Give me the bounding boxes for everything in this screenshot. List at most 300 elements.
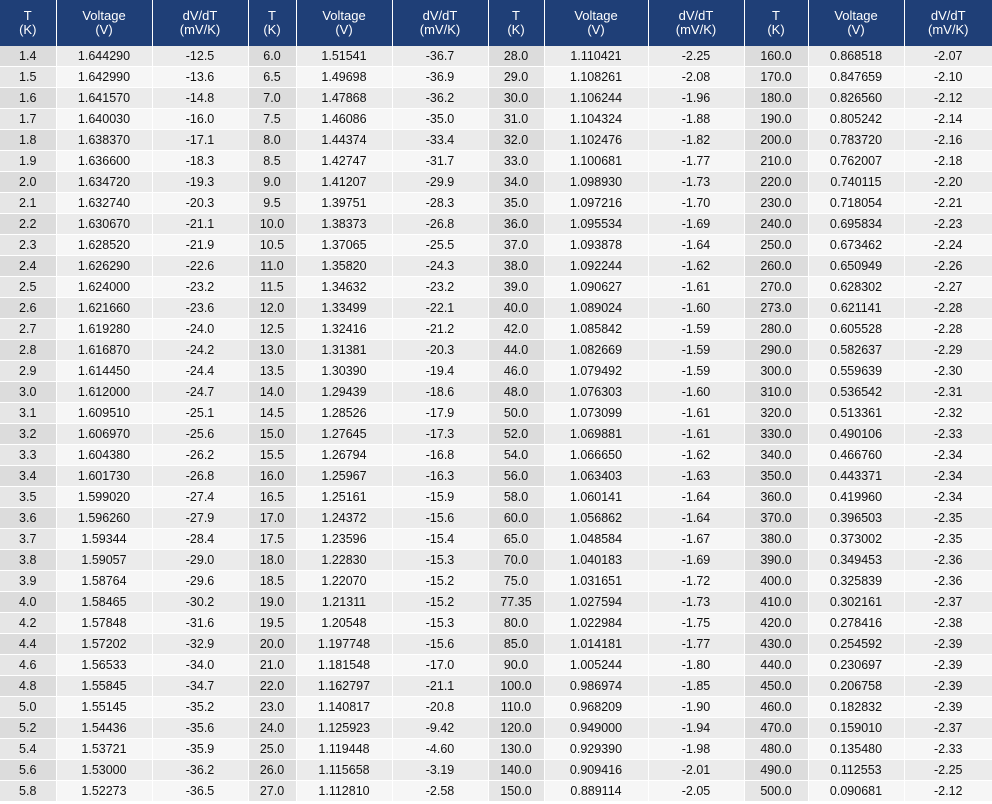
- t-cell: 5.4: [0, 739, 56, 760]
- voltage-cell: 1.095534: [544, 214, 648, 235]
- voltage-cell: 1.616870: [56, 340, 152, 361]
- table-row: [0, 739, 992, 760]
- header-unit: (V): [587, 22, 605, 37]
- table-row: [0, 760, 992, 781]
- t-cell: 340.0: [744, 445, 808, 466]
- dvdt-cell: -2.20: [904, 172, 992, 193]
- t-cell: 30.0: [488, 88, 544, 109]
- voltage-cell: 1.063403: [544, 466, 648, 487]
- dvdt-cell: -1.80: [648, 655, 744, 676]
- dvdt-cell: -27.4: [152, 487, 248, 508]
- dvdt-cell: -2.05: [648, 781, 744, 802]
- dvdt-cell: -31.6: [152, 613, 248, 634]
- dvdt-cell: -1.73: [648, 592, 744, 613]
- table-row: [0, 109, 992, 130]
- dvdt-cell: -2.12: [904, 88, 992, 109]
- table-row: [0, 592, 992, 613]
- t-cell: 12.0: [248, 298, 296, 319]
- header-label: T: [23, 8, 32, 23]
- voltage-cell: 0.718054: [808, 193, 904, 214]
- t-cell: 56.0: [488, 466, 544, 487]
- dvdt-cell: -2.30: [904, 361, 992, 382]
- t-cell: 2.7: [0, 319, 56, 340]
- dvdt-cell: -2.39: [904, 697, 992, 718]
- dvdt-cell: -35.9: [152, 739, 248, 760]
- t-cell: 75.0: [488, 571, 544, 592]
- table-row: [0, 298, 992, 319]
- dvdt-cell: -1.64: [648, 487, 744, 508]
- table-row: [0, 655, 992, 676]
- t-cell: 1.6: [0, 88, 56, 109]
- dvdt-cell: -34.7: [152, 676, 248, 697]
- voltage-cell: 0.159010: [808, 718, 904, 739]
- voltage-cell: 0.559639: [808, 361, 904, 382]
- t-cell: 18.0: [248, 550, 296, 571]
- voltage-cell: 1.624000: [56, 277, 152, 298]
- dvdt-cell: -2.37: [904, 592, 992, 613]
- dvdt-cell: -17.9: [392, 403, 488, 424]
- t-cell: 500.0: [744, 781, 808, 802]
- t-cell: 330.0: [744, 424, 808, 445]
- dvdt-cell: -23.2: [152, 277, 248, 298]
- table-row: [0, 67, 992, 88]
- dvdt-cell: -20.8: [392, 697, 488, 718]
- voltage-cell: 0.986974: [544, 676, 648, 697]
- t-cell: 3.7: [0, 529, 56, 550]
- t-cell: 70.0: [488, 550, 544, 571]
- t-cell: 6.5: [248, 67, 296, 88]
- table-row: [0, 466, 992, 487]
- t-cell: 250.0: [744, 235, 808, 256]
- header-label: dV/dT: [678, 8, 714, 23]
- dvdt-cell: -1.64: [648, 235, 744, 256]
- dvdt-cell: -1.70: [648, 193, 744, 214]
- voltage-cell: 1.614450: [56, 361, 152, 382]
- dvdt-cell: -21.1: [392, 676, 488, 697]
- voltage-cell: 1.056862: [544, 508, 648, 529]
- voltage-cell: 0.419960: [808, 487, 904, 508]
- dvdt-cell: -32.9: [152, 634, 248, 655]
- dvdt-cell: -24.7: [152, 382, 248, 403]
- dvdt-cell: -1.59: [648, 361, 744, 382]
- dvdt-cell: -17.1: [152, 130, 248, 151]
- voltage-cell: 1.014181: [544, 634, 648, 655]
- t-cell: 17.5: [248, 529, 296, 550]
- voltage-cell: 1.54436: [56, 718, 152, 739]
- dvdt-cell: -2.33: [904, 739, 992, 760]
- voltage-cell: 1.25967: [296, 466, 392, 487]
- t-cell: 10.5: [248, 235, 296, 256]
- table-row: [0, 613, 992, 634]
- dvdt-cell: -28.4: [152, 529, 248, 550]
- t-cell: 15.0: [248, 424, 296, 445]
- header-unit: (K): [767, 22, 785, 37]
- table-row: [0, 508, 992, 529]
- voltage-cell: 1.22070: [296, 571, 392, 592]
- voltage-cell: 1.093878: [544, 235, 648, 256]
- voltage-cell: 1.20548: [296, 613, 392, 634]
- dvdt-cell: -21.2: [392, 319, 488, 340]
- dvdt-cell: -2.25: [648, 46, 744, 67]
- table-row: [0, 214, 992, 235]
- dvdt-cell: -2.28: [904, 319, 992, 340]
- table-row: [0, 130, 992, 151]
- header-label: Voltage: [574, 8, 618, 23]
- voltage-cell: 0.909416: [544, 760, 648, 781]
- dvdt-cell: -1.94: [648, 718, 744, 739]
- dvdt-cell: -2.14: [904, 109, 992, 130]
- t-cell: 1.4: [0, 46, 56, 67]
- voltage-header-group-2: [296, 0, 392, 46]
- voltage-cell: 1.33499: [296, 298, 392, 319]
- t-cell: 26.0: [248, 760, 296, 781]
- dvdt-cell: -2.12: [904, 781, 992, 802]
- dvdt-cell: -24.4: [152, 361, 248, 382]
- voltage-cell: 1.090627: [544, 277, 648, 298]
- voltage-cell: 1.640030: [56, 109, 152, 130]
- header-unit: (mV/K): [419, 22, 461, 37]
- t-cell: 170.0: [744, 67, 808, 88]
- dvdt-cell: -28.3: [392, 193, 488, 214]
- t-cell: 4.6: [0, 655, 56, 676]
- t-cell: 65.0: [488, 529, 544, 550]
- voltage-cell: 1.108261: [544, 67, 648, 88]
- dvdt-cell: -26.8: [152, 466, 248, 487]
- table-row: [0, 277, 992, 298]
- dvdt-cell: -2.24: [904, 235, 992, 256]
- t-cell: 31.0: [488, 109, 544, 130]
- voltage-cell: 1.630670: [56, 214, 152, 235]
- dvdt-cell: -1.62: [648, 256, 744, 277]
- header-label: T: [512, 8, 520, 23]
- voltage-cell: 1.49698: [296, 67, 392, 88]
- t-cell: 18.5: [248, 571, 296, 592]
- voltage-cell: 1.604380: [56, 445, 152, 466]
- t-header-group-4: [744, 0, 808, 46]
- dvdt-cell: -15.3: [392, 613, 488, 634]
- t-cell: 370.0: [744, 508, 808, 529]
- table-row: [0, 550, 992, 571]
- dvdt-cell: -2.26: [904, 256, 992, 277]
- voltage-cell: 1.606970: [56, 424, 152, 445]
- t-cell: 14.0: [248, 382, 296, 403]
- dvdt-cell: -2.36: [904, 550, 992, 571]
- voltage-cell: 1.609510: [56, 403, 152, 424]
- header-unit: (V): [847, 22, 865, 37]
- t-header-group-1: [0, 0, 56, 46]
- voltage-cell: 1.58764: [56, 571, 152, 592]
- dvdt-header-group-4: [904, 0, 992, 46]
- voltage-cell: 1.632740: [56, 193, 152, 214]
- t-cell: 100.0: [488, 676, 544, 697]
- t-cell: 290.0: [744, 340, 808, 361]
- dvdt-cell: -18.3: [152, 151, 248, 172]
- t-cell: 3.6: [0, 508, 56, 529]
- t-cell: 360.0: [744, 487, 808, 508]
- dvdt-cell: -18.6: [392, 382, 488, 403]
- dvdt-cell: -2.37: [904, 718, 992, 739]
- voltage-cell: 1.085842: [544, 319, 648, 340]
- dvdt-cell: -1.61: [648, 277, 744, 298]
- dvdt-header-group-2: [392, 0, 488, 46]
- t-cell: 1.7: [0, 109, 56, 130]
- voltage-cell: 1.599020: [56, 487, 152, 508]
- dvdt-cell: -1.59: [648, 340, 744, 361]
- voltage-cell: 0.396503: [808, 508, 904, 529]
- voltage-header-group-1: [56, 0, 152, 46]
- voltage-cell: 0.605528: [808, 319, 904, 340]
- voltage-cell: 0.254592: [808, 634, 904, 655]
- t-cell: 52.0: [488, 424, 544, 445]
- t-cell: 4.4: [0, 634, 56, 655]
- t-cell: 11.5: [248, 277, 296, 298]
- dvdt-cell: -35.2: [152, 697, 248, 718]
- voltage-cell: 1.102476: [544, 130, 648, 151]
- t-cell: 3.5: [0, 487, 56, 508]
- t-cell: 77.35: [488, 592, 544, 613]
- voltage-cell: 0.621141: [808, 298, 904, 319]
- t-cell: 36.0: [488, 214, 544, 235]
- voltage-cell: 0.889114: [544, 781, 648, 802]
- voltage-cell: 1.162797: [296, 676, 392, 697]
- dvdt-cell: -21.1: [152, 214, 248, 235]
- voltage-cell: 1.110421: [544, 46, 648, 67]
- t-cell: 310.0: [744, 382, 808, 403]
- voltage-cell: 1.089024: [544, 298, 648, 319]
- t-cell: 58.0: [488, 487, 544, 508]
- dvdt-cell: -19.4: [392, 361, 488, 382]
- t-cell: 11.0: [248, 256, 296, 277]
- voltage-cell: 0.325839: [808, 571, 904, 592]
- table-row: [0, 445, 992, 466]
- t-cell: 280.0: [744, 319, 808, 340]
- voltage-cell: 0.929390: [544, 739, 648, 760]
- t-cell: 27.0: [248, 781, 296, 802]
- voltage-cell: 1.59057: [56, 550, 152, 571]
- dvdt-cell: -2.27: [904, 277, 992, 298]
- voltage-cell: 1.44374: [296, 130, 392, 151]
- voltage-cell: 1.069881: [544, 424, 648, 445]
- voltage-cell: 1.100681: [544, 151, 648, 172]
- voltage-cell: 1.39751: [296, 193, 392, 214]
- voltage-cell: 1.619280: [56, 319, 152, 340]
- t-cell: 7.5: [248, 109, 296, 130]
- t-cell: 9.5: [248, 193, 296, 214]
- table-row: [0, 403, 992, 424]
- dvdt-cell: -1.77: [648, 634, 744, 655]
- t-cell: 12.5: [248, 319, 296, 340]
- voltage-cell: 0.650949: [808, 256, 904, 277]
- voltage-cell: 1.53000: [56, 760, 152, 781]
- dvdt-cell: -1.77: [648, 151, 744, 172]
- voltage-cell: 0.206758: [808, 676, 904, 697]
- t-cell: 10.0: [248, 214, 296, 235]
- t-cell: 273.0: [744, 298, 808, 319]
- voltage-cell: 1.641570: [56, 88, 152, 109]
- table-row: [0, 193, 992, 214]
- t-cell: 85.0: [488, 634, 544, 655]
- t-cell: 14.5: [248, 403, 296, 424]
- dvdt-cell: -1.61: [648, 424, 744, 445]
- table-row: [0, 634, 992, 655]
- t-cell: 15.5: [248, 445, 296, 466]
- voltage-cell: 1.181548: [296, 655, 392, 676]
- voltage-cell: 1.37065: [296, 235, 392, 256]
- dvdt-cell: -1.96: [648, 88, 744, 109]
- t-cell: 150.0: [488, 781, 544, 802]
- t-cell: 1.5: [0, 67, 56, 88]
- voltage-cell: 1.197748: [296, 634, 392, 655]
- dvdt-cell: -24.2: [152, 340, 248, 361]
- voltage-cell: 1.076303: [544, 382, 648, 403]
- voltage-cell: 1.106244: [544, 88, 648, 109]
- t-cell: 3.1: [0, 403, 56, 424]
- dvdt-cell: -21.9: [152, 235, 248, 256]
- dvdt-cell: -1.64: [648, 508, 744, 529]
- voltage-cell: 0.349453: [808, 550, 904, 571]
- dvdt-cell: -2.32: [904, 403, 992, 424]
- t-cell: 480.0: [744, 739, 808, 760]
- t-cell: 430.0: [744, 634, 808, 655]
- t-header-group-3: [488, 0, 544, 46]
- voltage-cell: 0.673462: [808, 235, 904, 256]
- header-label: dV/dT: [930, 8, 966, 23]
- t-cell: 34.0: [488, 172, 544, 193]
- t-cell: 140.0: [488, 760, 544, 781]
- dvdt-cell: -24.3: [392, 256, 488, 277]
- t-cell: 38.0: [488, 256, 544, 277]
- dvdt-cell: -15.2: [392, 592, 488, 613]
- dvdt-cell: -1.63: [648, 466, 744, 487]
- voltage-cell: 1.104324: [544, 109, 648, 130]
- t-cell: 20.0: [248, 634, 296, 655]
- t-cell: 4.2: [0, 613, 56, 634]
- dvdt-cell: -2.08: [648, 67, 744, 88]
- t-cell: 3.9: [0, 571, 56, 592]
- dvdt-cell: -15.9: [392, 487, 488, 508]
- dvdt-cell: -2.01: [648, 760, 744, 781]
- voltage-cell: 1.30390: [296, 361, 392, 382]
- dvdt-cell: -16.8: [392, 445, 488, 466]
- dvdt-cell: -2.16: [904, 130, 992, 151]
- t-cell: 32.0: [488, 130, 544, 151]
- t-cell: 22.0: [248, 676, 296, 697]
- t-cell: 44.0: [488, 340, 544, 361]
- voltage-cell: 0.090681: [808, 781, 904, 802]
- header-unit: (K): [263, 22, 281, 37]
- voltage-cell: 0.182832: [808, 697, 904, 718]
- dvdt-cell: -2.35: [904, 508, 992, 529]
- dvdt-cell: -9.42: [392, 718, 488, 739]
- dvdt-cell: -2.10: [904, 67, 992, 88]
- dvdt-cell: -1.60: [648, 298, 744, 319]
- voltage-cell: 1.25161: [296, 487, 392, 508]
- voltage-cell: 1.24372: [296, 508, 392, 529]
- header-unit: (V): [335, 22, 353, 37]
- dvdt-cell: -1.90: [648, 697, 744, 718]
- t-cell: 3.0: [0, 382, 56, 403]
- header-unit: (mV/K): [928, 22, 969, 37]
- t-cell: 2.2: [0, 214, 56, 235]
- voltage-cell: 1.048584: [544, 529, 648, 550]
- t-cell: 130.0: [488, 739, 544, 760]
- dvdt-cell: -1.75: [648, 613, 744, 634]
- t-cell: 8.0: [248, 130, 296, 151]
- dvdt-cell: -15.6: [392, 508, 488, 529]
- t-cell: 17.0: [248, 508, 296, 529]
- voltage-cell: 1.27645: [296, 424, 392, 445]
- table-row: [0, 529, 992, 550]
- voltage-cell: 0.582637: [808, 340, 904, 361]
- dvdt-cell: -16.0: [152, 109, 248, 130]
- dvdt-cell: -2.31: [904, 382, 992, 403]
- voltage-cell: 1.027594: [544, 592, 648, 613]
- voltage-cell: 1.636600: [56, 151, 152, 172]
- voltage-cell: 0.373002: [808, 529, 904, 550]
- table-row: [0, 151, 992, 172]
- header-label: Voltage: [82, 8, 126, 23]
- t-cell: 33.0: [488, 151, 544, 172]
- voltage-cell: 1.55845: [56, 676, 152, 697]
- table-row: [0, 697, 992, 718]
- t-cell: 3.4: [0, 466, 56, 487]
- voltage-cell: 1.42747: [296, 151, 392, 172]
- t-cell: 490.0: [744, 760, 808, 781]
- t-cell: 1.9: [0, 151, 56, 172]
- header-label: dV/dT: [182, 8, 218, 23]
- dvdt-cell: -1.59: [648, 319, 744, 340]
- voltage-cell: 1.57848: [56, 613, 152, 634]
- table-row: [0, 172, 992, 193]
- t-cell: 260.0: [744, 256, 808, 277]
- voltage-cell: 1.005244: [544, 655, 648, 676]
- t-cell: 120.0: [488, 718, 544, 739]
- t-cell: 110.0: [488, 697, 544, 718]
- t-cell: 60.0: [488, 508, 544, 529]
- dvdt-cell: -1.69: [648, 550, 744, 571]
- header-unit: (K): [507, 22, 525, 37]
- voltage-cell: 1.35820: [296, 256, 392, 277]
- voltage-cell: 0.443371: [808, 466, 904, 487]
- t-cell: 13.0: [248, 340, 296, 361]
- table-header: [0, 0, 992, 46]
- t-cell: 5.2: [0, 718, 56, 739]
- header-label: T: [772, 8, 780, 23]
- voltage-cell: 1.626290: [56, 256, 152, 277]
- voltage-cell: 1.073099: [544, 403, 648, 424]
- t-cell: 90.0: [488, 655, 544, 676]
- voltage-cell: 0.740115: [808, 172, 904, 193]
- dvdt-cell: -27.9: [152, 508, 248, 529]
- dvdt-cell: -36.7: [392, 46, 488, 67]
- t-cell: 400.0: [744, 571, 808, 592]
- table-row: [0, 676, 992, 697]
- t-cell: 180.0: [744, 88, 808, 109]
- voltage-cell: 0.805242: [808, 109, 904, 130]
- table-row: [0, 88, 992, 109]
- dvdt-cell: -13.6: [152, 67, 248, 88]
- dvdt-cell: -29.9: [392, 172, 488, 193]
- t-cell: 7.0: [248, 88, 296, 109]
- voltage-cell: 1.612000: [56, 382, 152, 403]
- voltage-cell: 1.112810: [296, 781, 392, 802]
- t-cell: 48.0: [488, 382, 544, 403]
- header-unit: (mV/K): [675, 22, 717, 37]
- dvdt-cell: -36.5: [152, 781, 248, 802]
- table-row: [0, 361, 992, 382]
- voltage-cell: 0.302161: [808, 592, 904, 613]
- t-cell: 440.0: [744, 655, 808, 676]
